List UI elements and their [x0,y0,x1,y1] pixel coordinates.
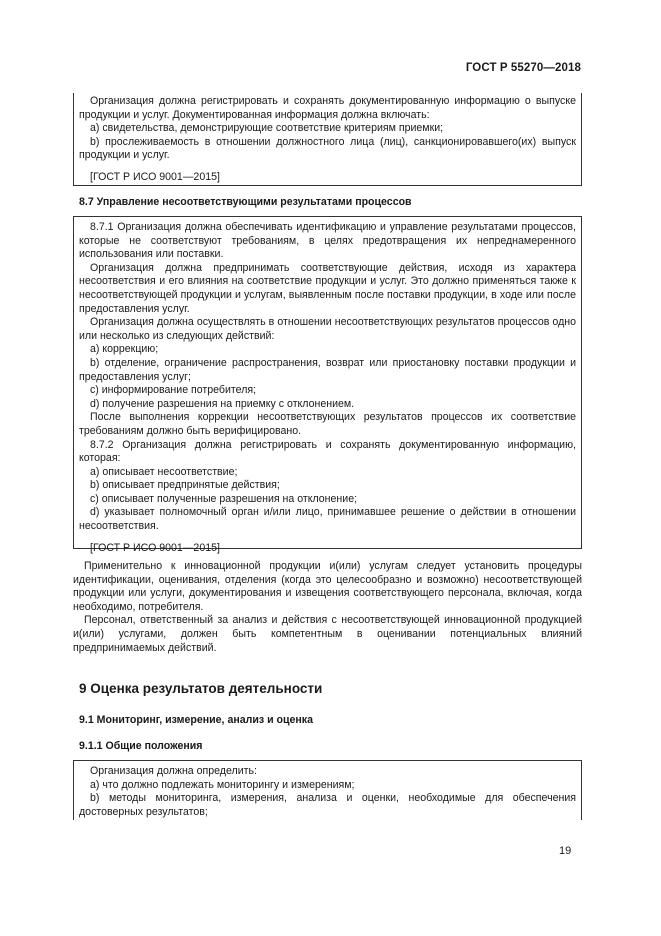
standard-header: ГОСТ Р 55270—2018 [465,62,581,74]
box2-line: d) получение разрешения на приемку с отклонением. [90,397,355,410]
box2-line: Организация должна осуществлять в отношении несоответствующих результатов процессов одно или несколько из следующих действий: [79,316,576,342]
box1-item-b: b) прослеживаемость в отношении должностного лица (лиц), санкционировавшего(их) выпуск продукции и услуг. [79,135,576,162]
quote-box-release [73,93,582,186]
box2-line: 8.7.2 Организация должна регистрировать и сохранять документированную информацию, которая: [79,438,576,465]
section-9-1-1-title: 9.1.1 Общие положения [79,740,203,752]
section-9-title: 9 Оценка результатов деятельности [79,681,323,696]
box2-line: Организация должна предпринимать соответствующие действия, исходя из характера несоответствия и его влияния на соответствие продукции и услуг. Это должно применяться также к несоответствующей продукции и услугам, выявленным после поставки продукции, в ходе или после предоставления услуг. [79,261,576,315]
quote-box-monitoring [73,760,582,820]
box2-line: d) указывает полномочный орган и/или лицо, принимавшее решение о действии в отношении несоответствия. [79,506,576,533]
box2-line: b) описывает предпринятые действия; [90,479,280,492]
section-8-7-title: 8.7 Управление несоответствующими результатами процессов [79,196,412,208]
innovation-text [73,560,582,655]
body-paragraph: Персонал, ответственный за анализ и действия с несоответствующей инновационной продукцией и(или) услугами, должен быть компетентным в оценивании потенциальных влияний предпринимаемых действий. [73,614,582,654]
page-number: 19 [559,845,572,857]
quote-box-nonconforming [73,216,582,554]
box1-paragraph: Организация должна регистрировать и сохранять документированную информацию о выпуске продукции и услуг. Документированная информация должна включать: [79,95,576,121]
box1-reference: [ГОСТ Р ИСО 9001—2015] [90,170,220,183]
box2-reference: [ГОСТ Р ИСО 9001—2015] [90,541,220,554]
box3-line: b) методы мониторинга, измерения, анализа и оценки, необходимые для обеспечения достоверных результатов; [79,792,576,818]
box3-line: a) что должно подлежать мониторингу и измерениям; [90,778,355,791]
box2-line: c) описывает полученные разрешения на отклонение; [90,492,358,505]
box2-line: 8.7.1 Организация должна обеспечивать идентификацию и управление результатами процессов, которые не соответствуют требованиям, в целях предотвращения их непреднамеренного использования или поставки. [79,221,576,261]
box1-item-a: a) свидетельства, демонстрирующие соответствие критериям приемки; [90,122,444,135]
box2-line: b) отделение, ограничение распространения, возврат или приостановку поставки продукции и предоставления услуг; [79,356,576,383]
box2-line: c) информирование потребителя; [90,384,257,397]
box2-line: a) описывает несоответствие; [90,465,238,478]
box3-line: Организация должна определить: [90,765,257,777]
box2-line: После выполнения коррекции несоответствующих результатов процессов их соответствие требованиям должно быть верифицировано. [79,411,576,437]
section-9-1-title: 9.1 Мониторинг, измерение, анализ и оценка [79,714,313,726]
box2-line: a) коррекцию; [90,343,159,356]
body-paragraph: Применительно к инновационной продукции и(или) услугам следует установить процедуры идентификации, оценивания, отделения (когда это целесообразно и возможно) несоответствующей продукции или услуги, документирования и извещения соответствующего персонала, включая, когда необходимо, потребителя. [73,560,582,613]
